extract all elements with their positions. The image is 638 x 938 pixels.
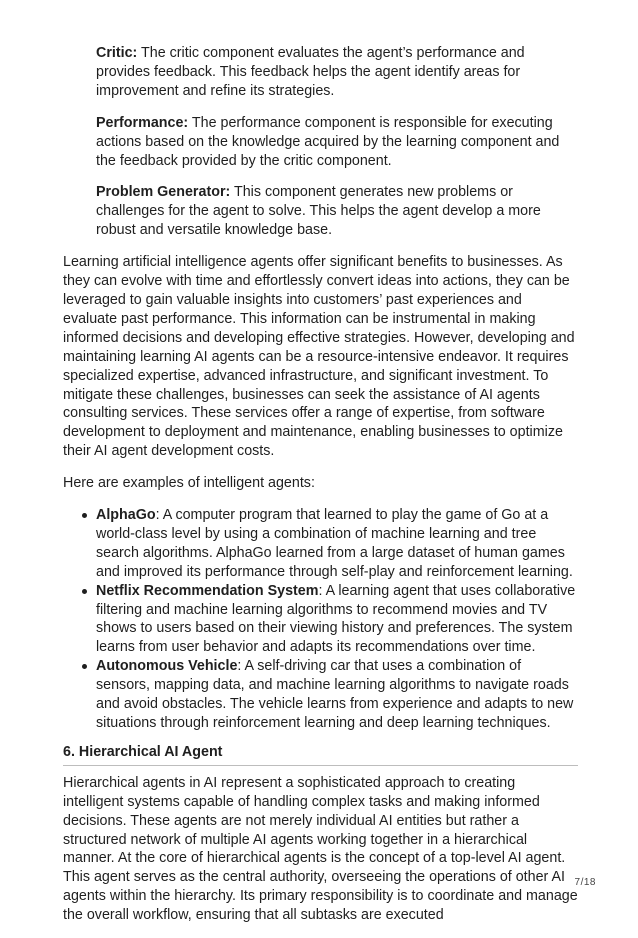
example-term: Netflix Recommendation System — [96, 582, 319, 599]
component-description: The critic component evaluates the agent’s performance and provides feedback. This feedback helps the agent identify areas for improvement and refine its strategies. — [96, 45, 525, 99]
document-page — [63, 44, 578, 938]
component-description: This component generates new problems or challenges for the agent to solve. This helps the agent develop a more robust and versatile knowledge base. — [96, 184, 541, 239]
examples-intro: Here are examples of intelligent agents: — [63, 475, 315, 492]
example-term: Autonomous Vehicle — [96, 658, 238, 675]
example-autonomous-vehicle — [96, 657, 578, 733]
component-list — [63, 44, 578, 240]
example-description: : A computer program that learned to play the game of Go at a world-class level by using a combination of machine learning and tree search algorithms. AlphaGo learned from a large dataset of human games and improved its performance through self-play and reinforcement learning. — [96, 507, 573, 580]
section-heading: 6. Hierarchical AI Agent — [63, 743, 578, 766]
examples-list — [63, 506, 578, 733]
page-number: 7/18 — [574, 877, 596, 888]
example-description: : A self-driving car that uses a combination of sensors, mapping data, and machine learning algorithms to navigate roads and avoid obstacles. The vehicle learns from experience and adapts to new situations through reinforcement learning and deep learning techniques. — [96, 658, 574, 731]
hierarchical-agents-paragraph: Hierarchical agents in AI represent a sophisticated approach to creating intelligent systems capable of handling complex tasks and making informed decisions. These agents are not merely individual AI entities but rather a structured network of multiple AI agents working together in a hierarchical manner. At the core of hierarchical agents is the concept of a top-level AI agent. This agent serves as the central authority, overseeing the operations of other AI agents within the hierarchy. Its primary responsibility is to coordinate and manage the overall workflow, ensuring that all subtasks are executed — [63, 774, 578, 924]
learning-agents-paragraph: Learning artificial intelligence agents offer significant benefits to businesses. As they can evolve with time and effortlessly convert ideas into actions, they can be leveraged to gain valuable insights into customers’ past experiences and evaluate past performance. This information can be instrumental in making informed decisions and developing effective strategies. However, developing and maintaining learning AI agents can be a resource-intensive endeavor. It requires specialized expertise, advanced infrastructure, and significant investment. To mitigate these challenges, businesses can seek the assistance of AI agents consulting services. These services offer a range of expertise, from software development to deployment and maintenance, enabling businesses to optimize their AI agent development costs. — [63, 254, 575, 460]
example-alphago — [96, 506, 578, 582]
component-description: The performance component is responsible for executing actions based on the knowledge acquired by the learning component and the feedback provided by the critic component. — [96, 114, 560, 169]
component-term: Critic: — [96, 45, 138, 61]
component-critic — [96, 44, 578, 101]
component-term: Problem Generator: — [96, 184, 231, 201]
example-description: : A learning agent that uses collaborative filtering and machine learning algorithms to recommend movies and TV shows to users based on their viewing history and preferences. The system learns from user behavior and adapts its recommendations over time. — [96, 582, 576, 656]
component-performance — [96, 114, 578, 171]
example-netflix — [96, 582, 578, 658]
component-term: Performance: — [96, 114, 189, 131]
example-term: AlphaGo — [96, 507, 156, 524]
component-problem-generator — [96, 183, 578, 240]
